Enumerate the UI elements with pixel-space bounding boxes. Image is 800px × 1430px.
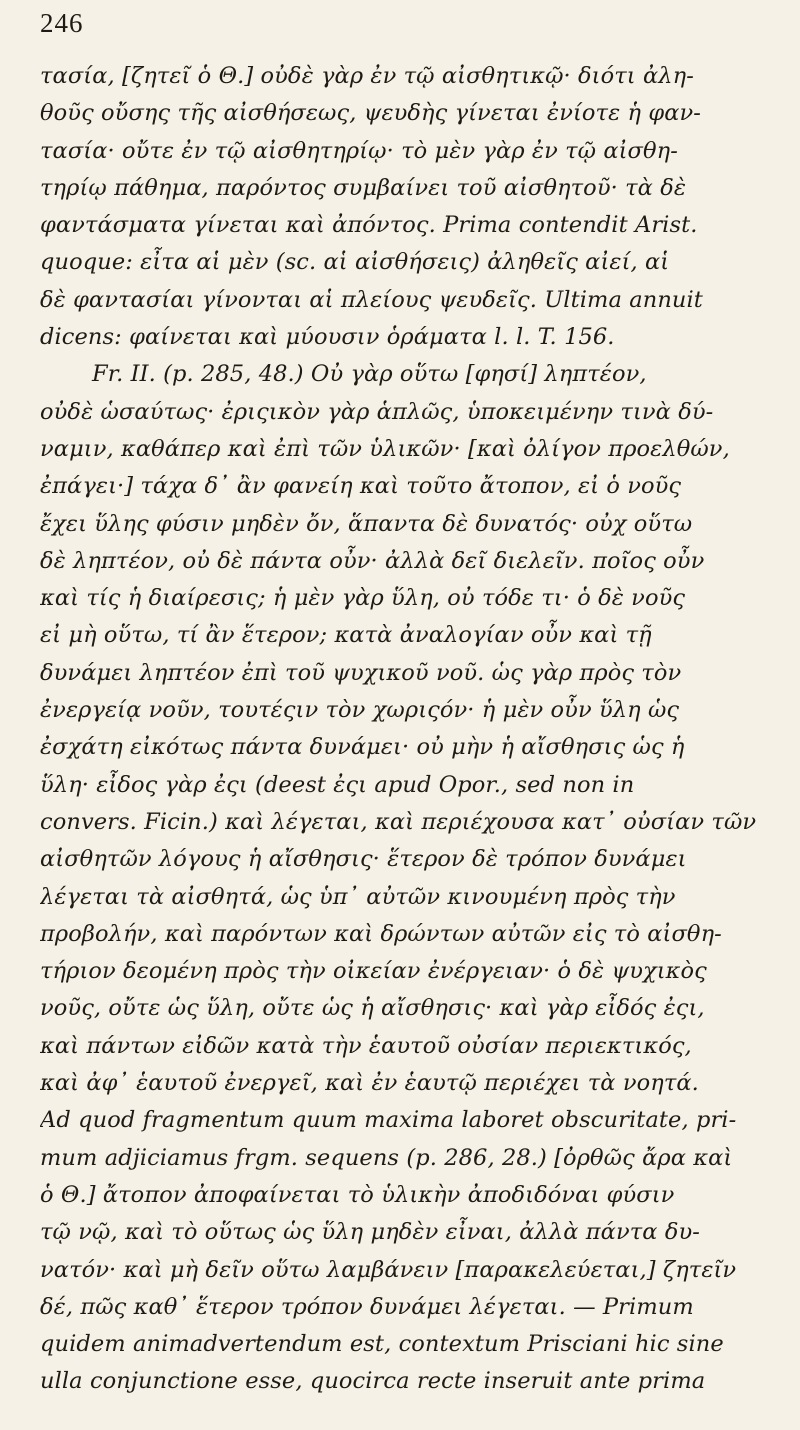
text-line: τῷ νῷ, καὶ τὸ οὕτως ὡς ὕλη μηδὲν εἶναι, ἀλλὰ πάντα δυ- bbox=[40, 1219, 700, 1246]
text-line: λέγεται τὰ αἰσθητά, ὡς ὑπ᾽ αὐτῶν κινουμένη πρὸς τὴν bbox=[40, 883, 676, 910]
text-line: φαντάσματα γίνεται καὶ ἀπόντος. Prima contendit Arist. bbox=[40, 212, 698, 239]
text-line: καὶ ἀφ᾽ ἑαυτοῦ ἐνεργεῖ, καὶ ἐν ἑαυτῷ περιέχει τὰ νοητά. bbox=[40, 1070, 699, 1097]
text-line: Fr. II. (p. 285, 48.) Οὐ γὰρ οὕτω [φησί] ληπτέον, bbox=[92, 361, 647, 388]
text-line: οὐδὲ ὡσαύτως· ἐριςικὸν γὰρ ἁπλῶς, ὑποκειμένην τινὰ δύ- bbox=[40, 398, 714, 425]
page-body-text bbox=[40, 58, 776, 1401]
text-line: τασία· οὔτε ἐν τῷ αἰσθητηρίῳ· τὸ μὲν γὰρ ἐν τῷ αἰσθη- bbox=[40, 137, 678, 164]
text-line: τασία, [ζητεῖ ὁ Θ.] οὐδὲ γὰρ ἐν τῷ αἰσθητικῷ· διότι ἀλη- bbox=[40, 63, 694, 89]
text-line: ἔχει ὕλης φύσιν μηδὲν ὄν, ἅπαντα δὲ δυνατός· οὐχ οὕτω bbox=[40, 510, 693, 537]
page-number: 246 bbox=[40, 8, 84, 38]
text-line: δὲ φαντασίαι γίνονται αἱ πλείους ψευδεῖς. Ultima annuit bbox=[40, 286, 703, 313]
text-line: Ad quod fragmentum quum maxima laboret obscuritate, pri- bbox=[40, 1107, 737, 1134]
text-line: ναμιν, καθάπερ καὶ ἐπὶ τῶν ὑλικῶν· [καὶ ὀλίγον προελθών, bbox=[40, 435, 730, 462]
text-line: θοῦς οὔσης τῆς αἰσθήσεως, ψευδὴς γίνεται ἐνίοτε ἡ φαν- bbox=[40, 100, 701, 127]
text-line: αἰσθητῶν λόγους ἡ αἴσθησις· ἕτερον δὲ τρόπον δυνάμει bbox=[40, 846, 687, 873]
text-line: νοῦς, οὔτε ὡς ὕλη, οὔτε ὡς ἡ αἴσθησις· καὶ γὰρ εἶδός ἐςι, bbox=[40, 995, 705, 1022]
text-line: ἐσχάτη εἰκότως πάντα δυνάμει· οὐ μὴν ἡ αἴσθησις ὡς ἡ bbox=[40, 734, 685, 761]
text-line: τήριον δεομένη πρὸς τὴν οἰκείαν ἐνέργειαν· ὁ δὲ ψυχικὸς bbox=[40, 958, 707, 985]
text-line: νατόν· καὶ μὴ δεῖν οὕτω λαμβάνειν [παρακελεύεται,] ζητεῖν bbox=[40, 1256, 737, 1283]
text-line: εἰ μὴ οὕτω, τί ἂν ἕτερον; κατὰ ἀναλογίαν οὖν καὶ τῇ bbox=[40, 622, 652, 649]
text-line: καὶ τίς ἡ διαίρεσις; ἡ μὲν γὰρ ὕλη, οὐ τόδε τι· ὁ δὲ νοῦς bbox=[40, 585, 686, 612]
text-line: δέ, πῶς καθ᾽ ἕτερον τρόπον δυνάμει λέγεται. — Primum bbox=[40, 1293, 694, 1320]
text-line: ὁ Θ.] ἄτοπον ἀποφαίνεται τὸ ὑλικὴν ἀποδιδόναι φύσιν bbox=[40, 1181, 675, 1208]
text-line: quidem animadvertendum est, contextum Prisciani hic sine bbox=[40, 1331, 724, 1358]
text-line: δυνάμει ληπτέον ἐπὶ τοῦ ψυχικοῦ νοῦ. ὡς γὰρ πρὸς τὸν bbox=[40, 659, 682, 686]
text-line: τηρίῳ πάθημα, παρόντος συμβαίνει τοῦ αἰσθητοῦ· τὰ δὲ bbox=[40, 174, 687, 201]
text-line: convers. Ficin.) καὶ λέγεται, καὶ περιέχουσα κατ᾽ οὐσίαν τῶν bbox=[40, 808, 757, 835]
text-line: ἐνεργείᾳ νοῦν, τουτέςιν τὸν χωριςόν· ἡ μὲν οὖν ὕλη ὡς bbox=[40, 697, 680, 724]
text-line: ulla conjunctione esse, quocirca recte inseruit ante prima bbox=[40, 1368, 706, 1395]
text-line: ἐπάγει·] τάχα δ᾽ ἂν φανείη καὶ τοῦτο ἄτοπον, εἰ ὁ νοῦς bbox=[40, 473, 682, 500]
text-line: ὕλη· εἶδος γὰρ ἐςι (deest ἐςι apud Opor., sed non in bbox=[40, 771, 635, 798]
text-line: προβολήν, καὶ παρόντων καὶ δρώντων αὐτῶν εἰς τὸ αἰσθη- bbox=[40, 920, 722, 947]
text-line: δὲ ληπτέον, οὐ δὲ πάντα οὖν· ἀλλὰ δεῖ διελεῖν. ποῖος οὖν bbox=[40, 547, 705, 574]
text-line: quoque: εἶτα αἱ μὲν (sc. αἱ αἰσθήσεις) ἀληθεῖς αἰεί, αἱ bbox=[40, 249, 670, 276]
text-line: mum adjiciamus frgm. sequens (p. 286, 28.) [ὀρθῶς ἄρα καὶ bbox=[40, 1144, 733, 1171]
text-line: καὶ πάντων εἰδῶν κατὰ τὴν ἑαυτοῦ οὐσίαν περιεκτικός, bbox=[40, 1032, 692, 1059]
text-line: dicens: φαίνεται καὶ μύουσιν ὁράματα l. l. T. 156. bbox=[40, 324, 615, 351]
